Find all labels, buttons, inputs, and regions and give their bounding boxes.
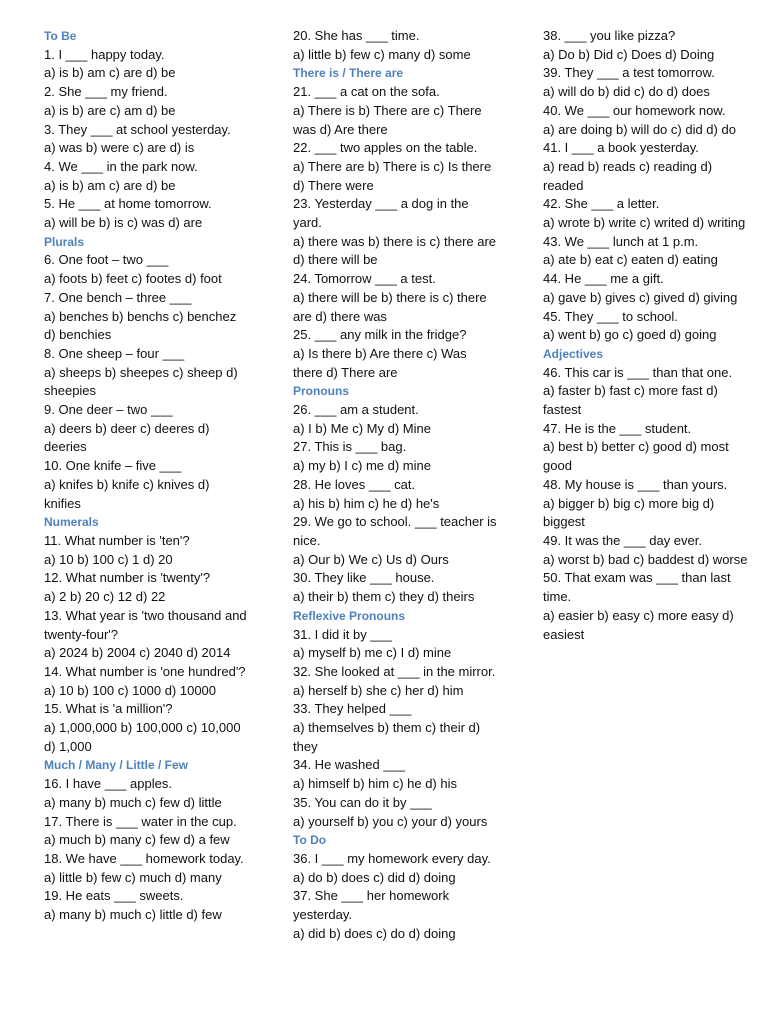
question-text: 28. He loves ___ cat. — [293, 476, 416, 492]
answer-options: a) there will be b) there is c) there are d) there was — [293, 289, 487, 324]
question-text: 18. We have ___ homework today. — [44, 850, 244, 866]
question-item — [293, 195, 498, 270]
question-item — [44, 195, 249, 232]
column-1 — [44, 27, 249, 925]
question-item — [543, 532, 748, 569]
answer-options: a) is b) am c) are d) be — [44, 177, 176, 193]
question-text: 10. One knife – five ___ — [44, 458, 182, 474]
answer-options: a) 10 b) 100 c) 1000 d) 10000 — [44, 682, 217, 698]
question-item — [293, 476, 498, 513]
question-text: 40. We ___ our homework now. — [543, 102, 726, 118]
answer-options: a) faster b) fast c) more fast d) fastest — [543, 383, 718, 418]
question-item — [293, 326, 498, 382]
question-item — [293, 850, 498, 887]
answer-options: a) is b) am c) are d) be — [44, 65, 176, 81]
answer-options: a) foots b) feet c) footes d) foot — [44, 271, 222, 287]
question-item — [44, 46, 249, 83]
question-text: 45. They ___ to school. — [543, 308, 678, 324]
answer-options: a) bigger b) big c) more big d) biggest — [543, 495, 715, 530]
column-2 — [293, 27, 498, 943]
question-item — [293, 626, 498, 663]
question-text: 8. One sheep – four ___ — [44, 345, 185, 361]
answer-options: a) 2024 b) 2004 c) 2040 d) 2014 — [44, 645, 231, 661]
question-item — [293, 438, 498, 475]
answer-options: a) worst b) bad c) baddest d) worse — [543, 551, 748, 567]
question-item — [44, 83, 249, 120]
question-text: 25. ___ any milk in the fridge? — [293, 327, 467, 343]
question-text: 48. My house is ___ than yours. — [543, 476, 728, 492]
question-text: 15. What is 'a million'? — [44, 701, 173, 717]
question-text: 20. She has ___ time. — [293, 28, 420, 43]
question-item — [44, 401, 249, 457]
section-heading: To Be — [44, 29, 77, 43]
answer-options: a) herself b) she c) her d) him — [293, 682, 464, 698]
question-text: 30. They like ___ house. — [293, 570, 435, 586]
answer-options: a) their b) them c) they d) theirs — [293, 589, 475, 605]
answer-options: a) are doing b) will do c) did d) do — [543, 121, 736, 137]
question-text: 2. She ___ my friend. — [44, 84, 168, 100]
question-text: 29. We go to school. ___ teacher is nice. — [293, 514, 497, 548]
question-text: 4. We ___ in the park now. — [44, 158, 198, 174]
question-item — [543, 569, 748, 644]
question-text: 16. I have ___ apples. — [44, 776, 172, 792]
answer-options: a) do b) does c) did d) doing — [293, 869, 456, 885]
question-text: 5. He ___ at home tomorrow. — [44, 196, 212, 212]
answer-options: a) Do b) Did c) Does d) Doing — [543, 46, 715, 62]
question-text: 3. They ___ at school yesterday. — [44, 121, 231, 137]
question-text: 42. She ___ a letter. — [543, 196, 660, 212]
question-text: 34. He washed ___ — [293, 757, 406, 773]
answer-options: a) himself b) him c) he d) his — [293, 776, 457, 792]
question-item — [44, 850, 249, 887]
answer-options: a) benches b) benchs c) benchez d) benchies — [44, 308, 237, 343]
question-item — [44, 663, 249, 700]
question-text: 31. I did it by ___ — [293, 626, 393, 642]
question-text: 12. What number is 'twenty'? — [44, 570, 211, 586]
answer-options: a) did b) does c) do d) doing — [293, 925, 456, 941]
section-heading: Numerals — [44, 515, 99, 530]
question-item — [293, 663, 498, 700]
question-item — [543, 364, 748, 420]
section-heading: Pronouns — [293, 384, 349, 399]
answer-options: a) myself b) me c) I d) mine — [293, 645, 452, 661]
question-item — [543, 27, 748, 64]
question-item — [543, 476, 748, 532]
answer-options: a) read b) reads c) reading d) readed — [543, 158, 713, 193]
question-item — [44, 532, 249, 569]
question-item — [44, 775, 249, 812]
answer-options: a) Our b) We c) Us d) Ours — [293, 551, 449, 567]
answer-options: a) is b) are c) am d) be — [44, 102, 176, 118]
answer-options: a) deers b) deer c) deeres d) deeries — [44, 420, 210, 455]
question-item — [293, 700, 498, 756]
question-text: 39. They ___ a test tomorrow. — [543, 65, 715, 81]
question-item — [44, 251, 249, 288]
question-item — [44, 569, 249, 606]
question-text: 41. I ___ a book yesterday. — [543, 140, 699, 156]
question-text: 17. There is ___ water in the cup. — [44, 813, 237, 829]
question-item — [44, 700, 249, 756]
question-text: 36. I ___ my homework every day. — [293, 850, 491, 866]
question-text: 35. You can do it by ___ — [293, 794, 432, 810]
answer-options: a) 10 b) 100 c) 1 d) 20 — [44, 551, 173, 567]
question-item — [543, 308, 748, 345]
section-heading: Much / Many / Little / Few — [44, 758, 189, 773]
answer-options: a) easier b) easy c) more easy d) easiest — [543, 607, 734, 642]
question-text: 11. What number is 'ten'? — [44, 532, 190, 548]
question-text: 47. He is the ___ student. — [543, 420, 692, 436]
question-item — [543, 233, 748, 270]
answer-options: a) yourself b) you c) your d) yours — [293, 813, 488, 829]
question-text: 13. What year is 'two thousand and twenty-four'? — [44, 607, 247, 642]
answer-options: a) much b) many c) few d) a few — [44, 832, 230, 848]
question-item — [44, 158, 249, 195]
question-item — [44, 813, 249, 850]
column-3 — [543, 27, 748, 644]
question-item — [293, 139, 498, 195]
question-item — [293, 569, 498, 606]
answer-options: a) there was b) there is c) there are d) there will be — [293, 233, 497, 268]
question-text: 22. ___ two apples on the table. — [293, 140, 478, 156]
answer-options: a) my b) I c) me d) mine — [293, 458, 431, 474]
question-item — [44, 607, 249, 663]
question-text: 37. She ___ her homework yesterday. — [293, 888, 450, 923]
answer-options: a) themselves b) them c) their d) they — [293, 720, 481, 754]
section-heading: Reflexive Pronouns — [293, 608, 406, 623]
answer-options: a) 2 b) 20 c) 12 d) 22 — [44, 589, 166, 605]
answer-options: a) There is b) There are c) There was d) Are there — [293, 102, 482, 137]
question-text: 43. We ___ lunch at 1 p.m. — [543, 233, 699, 249]
question-item — [293, 756, 498, 793]
answer-options: a) went b) go c) goed d) going — [543, 327, 717, 343]
question-item — [543, 139, 748, 195]
question-item — [543, 102, 748, 139]
question-text: 9. One deer – two ___ — [44, 402, 173, 418]
answer-options: a) best b) better c) good d) most good — [543, 439, 729, 474]
answer-options: a) gave b) gives c) gived d) giving — [543, 289, 738, 305]
question-item — [293, 513, 498, 569]
question-item — [44, 289, 249, 345]
question-text: 27. This is ___ bag. — [293, 439, 407, 455]
answer-options: a) There are b) There is c) Is there d) There were — [293, 158, 492, 193]
section-heading: Plurals — [44, 234, 85, 249]
question-item — [44, 457, 249, 513]
answer-options: a) little b) few c) many d) some — [293, 46, 471, 62]
question-item — [543, 64, 748, 101]
answer-options: a) will do b) did c) do d) does — [543, 84, 710, 100]
answer-options: a) many b) much c) few d) little — [44, 794, 222, 810]
answer-options: a) ate b) eat c) eaten d) eating — [543, 252, 718, 268]
answer-options: a) little b) few c) much d) many — [44, 869, 222, 885]
question-item — [293, 401, 498, 438]
section-heading: To Do — [293, 833, 327, 848]
question-item — [293, 794, 498, 831]
question-text: 1. I ___ happy today. — [44, 46, 165, 62]
question-item — [44, 345, 249, 401]
answer-options: a) Is there b) Are there c) Was there d) There are — [293, 345, 467, 380]
question-text: 26. ___ am a student. — [293, 402, 419, 418]
question-item — [293, 83, 498, 139]
question-item — [44, 887, 249, 924]
question-text: 32. She looked at ___ in the mirror. — [293, 663, 496, 679]
question-text: 44. He ___ me a gift. — [543, 271, 664, 287]
question-text: 24. Tomorrow ___ a test. — [293, 271, 436, 287]
question-item — [543, 195, 748, 232]
section-heading: Adjectives — [543, 346, 604, 361]
section-heading: There is / There are — [293, 66, 404, 81]
answer-options: a) sheeps b) sheepes c) sheep d) sheepies — [44, 364, 238, 399]
answer-options: a) will be b) is c) was d) are — [44, 215, 203, 231]
question-item — [293, 27, 498, 64]
question-text: 49. It was the ___ day ever. — [543, 532, 702, 548]
answer-options: a) 1,000,000 b) 100,000 c) 10,000 d) 1,000 — [44, 720, 241, 754]
answer-options: a) I b) Me c) My d) Mine — [293, 420, 431, 436]
question-item — [543, 270, 748, 307]
question-text: 46. This car is ___ than that one. — [543, 364, 733, 380]
question-item — [44, 121, 249, 158]
question-text: 23. Yesterday ___ a dog in the yard. — [293, 196, 469, 231]
answer-options: a) knifes b) knife c) knives d) knifies — [44, 476, 210, 511]
question-text: 38. ___ you like pizza? — [543, 28, 676, 43]
question-item — [543, 420, 748, 476]
question-text: 14. What number is 'one hundred'? — [44, 663, 246, 679]
question-item — [293, 270, 498, 326]
answer-options: a) his b) him c) he d) he's — [293, 495, 440, 511]
answer-options: a) was b) were c) are d) is — [44, 140, 195, 156]
question-text: 50. That exam was ___ than last time. — [543, 570, 731, 605]
question-text: 7. One bench – three ___ — [44, 289, 192, 305]
answer-options: a) many b) much c) little d) few — [44, 907, 222, 923]
question-item — [293, 887, 498, 943]
question-text: 33. They helped ___ — [293, 701, 412, 717]
question-text: 19. He eats ___ sweets. — [44, 888, 184, 904]
answer-options: a) wrote b) write c) writed d) writing — [543, 215, 746, 231]
question-text: 21. ___ a cat on the sofa. — [293, 84, 440, 100]
question-text: 6. One foot – two ___ — [44, 252, 169, 268]
